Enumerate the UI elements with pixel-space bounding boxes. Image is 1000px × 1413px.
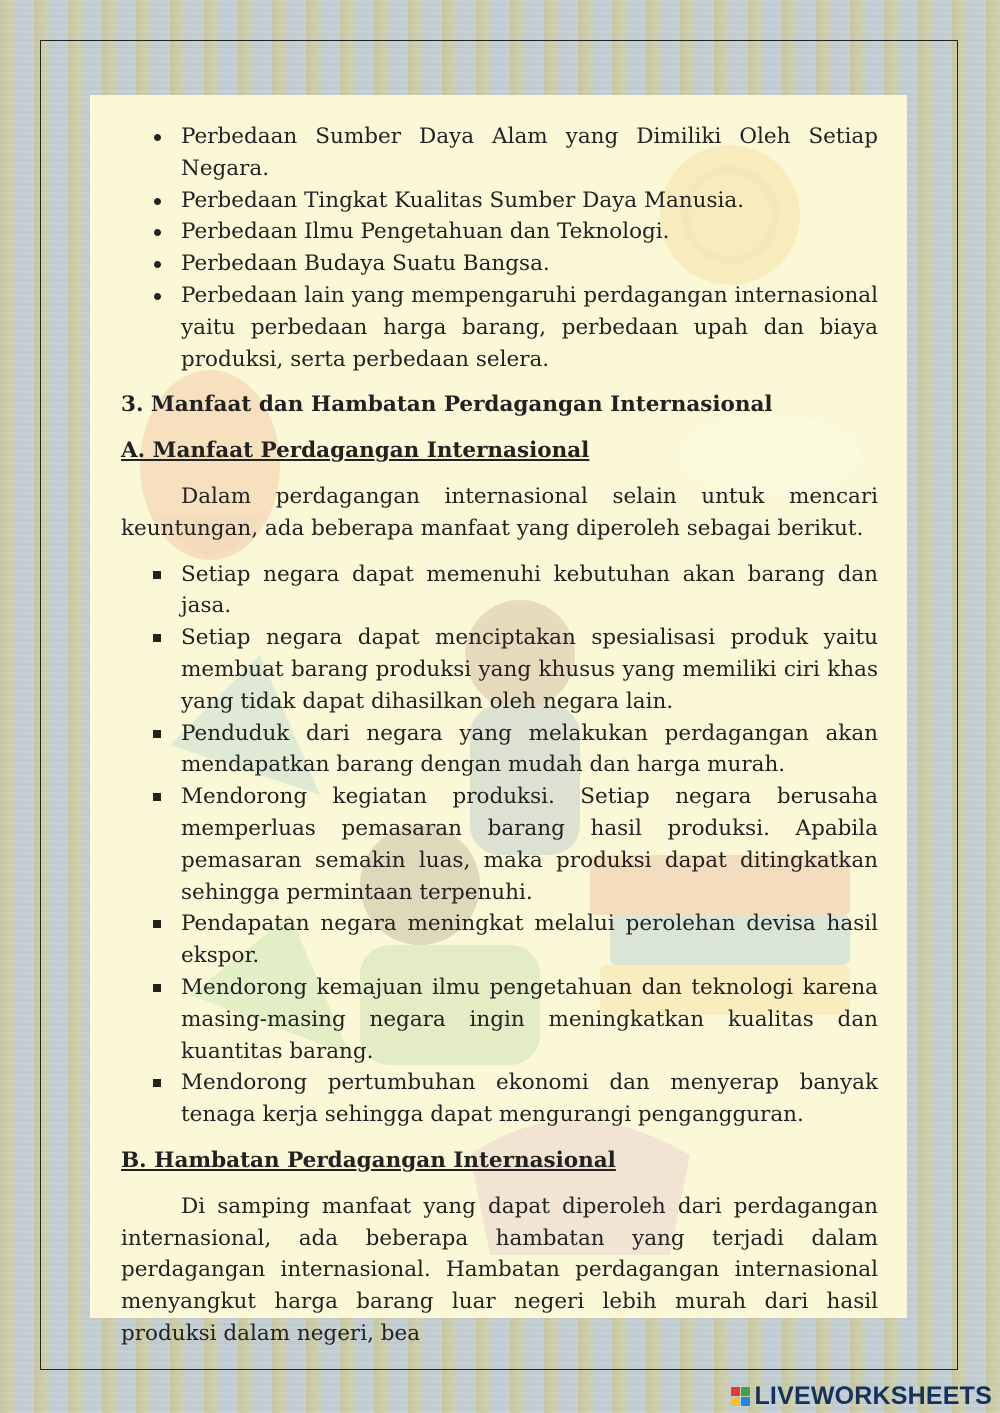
list-item: Perbedaan Tingkat Kualitas Sumber Daya Manusia. [121, 185, 878, 217]
section-heading: 3. Manfaat dan Hambatan Perdagangan Internasional [121, 392, 773, 418]
liveworksheets-logo[interactable] [731, 1383, 992, 1409]
manfaat-list [121, 559, 878, 1131]
logo-block-green [741, 1387, 750, 1396]
logo-block-red [731, 1387, 740, 1396]
list-item: Setiap negara dapat memenuhi kebutuhan akan barang dan jasa. [121, 559, 878, 623]
list-item: Pendapatan negara meningkat melalui perolehan devisa hasil ekspor. [121, 908, 878, 972]
list-item: Penduduk dari negara yang melakukan perdagangan akan mendapatkan barang dengan mudah dan harga murah. [121, 718, 878, 782]
list-item: Mendorong pertumbuhan ekonomi dan menyerap banyak tenaga kerja sehingga dapat mengurangi pengangguran. [121, 1067, 878, 1131]
subheading-manfaat: A. Manfaat Perdagangan Internasional [121, 438, 590, 464]
logo-blocks-icon [731, 1387, 750, 1406]
logo-block-yellow [731, 1397, 740, 1406]
list-item: Perbedaan Sumber Daya Alam yang Dimiliki Oleh Setiap Negara. [121, 121, 878, 185]
factor-list [121, 121, 878, 375]
list-item: Mendorong kemajuan ilmu pengetahuan dan teknologi karena masing-masing negara ingin meningkatkan kualitas dan kuantitas barang. [121, 972, 878, 1067]
list-item: Mendorong kegiatan produksi. Setiap negara berusaha memperluas pemasaran barang hasil produksi. Apabila pemasaran semakin luas, maka produksi dapat ditingkatkan sehingga permintaan terpenuhi. [121, 781, 878, 908]
paragraph-manfaat: Dalam perdagangan internasional selain untuk mencari keuntungan, ada beberapa manfaat yang diperoleh sebagai berikut. [121, 483, 878, 541]
logo-text: LIVEWORKSHEETS [754, 1381, 992, 1410]
list-item: Perbedaan lain yang mempengaruhi perdagangan internasional yaitu perbedaan harga barang, perbedaan upah dan biaya produksi, serta perbedaan selera. [121, 280, 878, 375]
logo-block-blue [741, 1397, 750, 1406]
list-item: Perbedaan Budaya Suatu Bangsa. [121, 248, 878, 280]
list-item: Perbedaan Ilmu Pengetahuan dan Teknologi. [121, 216, 878, 248]
list-item: Setiap negara dapat menciptakan spesialisasi produk yaitu membuat barang produksi yang khusus yang memiliki ciri khas yang tidak dapat dihasilkan oleh negara lain. [121, 622, 878, 717]
document-text [121, 121, 878, 1350]
subheading-hambatan: B. Hambatan Perdagangan Internasional [121, 1147, 616, 1173]
paragraph-hambatan: Di samping manfaat yang dapat diperoleh dari perdagangan internasional, ada beberapa hambatan yang terjadi dalam perdagangan internasional. Hambatan perdagangan internasional menyangkut harga barang luar negeri lebih murah dari hasil produksi dalam negeri, bea [121, 1193, 878, 1346]
